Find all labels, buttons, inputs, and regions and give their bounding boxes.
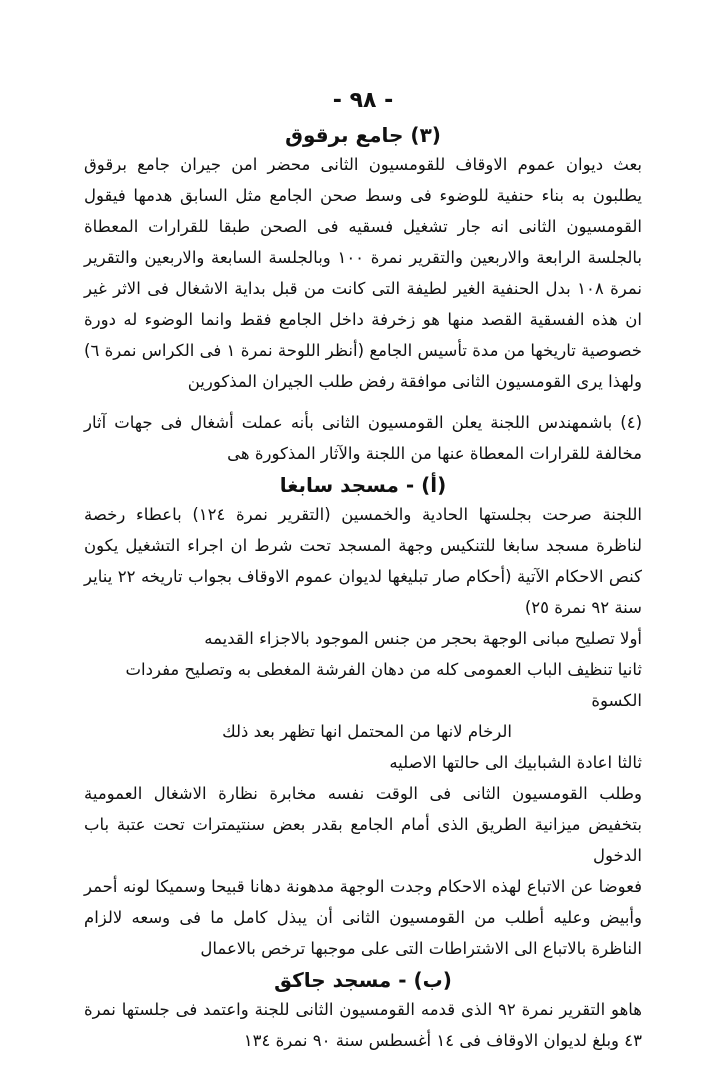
paragraph-engineer-report: (٤) باشمهندس اللجنة يعلن القومسيون الثانى بأنه عملت أشغال فى جهات آثار مخالفة للقرارات المعطاة عنها من اللجنة والآثار المذكورة هى bbox=[84, 413, 642, 463]
subheading-jakaq: (ب) - مسجد جاكق bbox=[274, 968, 452, 992]
subheading-sabigha: (أ) - مسجد سابغا bbox=[279, 473, 447, 497]
section-title: (٣) جامع برقوق bbox=[285, 123, 441, 147]
paragraph-sabigha-permit: اللجنة صرحت بجلستها الحادية والخمسين (التقرير نمرة ١٢٤) باعطاء رخصة لناظرة مسجد سابغا للتنكيس وجهة المسجد تحت شرط ان اجراء التشغيل يكون كنص الاحكام الآتية (أحكام صار تبليغها لديوان عموم الاوقاف بجواب تاريخه ٢٢ يناير سنة ٩٢ نمرة ٢٥) bbox=[84, 505, 642, 617]
condition-item-2: ثانيا تنظيف الباب العمومى كله من دهان الفرشة المغطى به وتصليح مفردات الكسوة bbox=[125, 660, 642, 710]
paragraph-road-budget: وطلب القومسيون الثانى فى الوقت نفسه مخابرة نظارة الاشغال العمومية بتخفيض ميزانية الطريق الذى أمام الجامع بقدر بعض سنتيمترات تحت عتبة باب الدخول bbox=[84, 784, 642, 865]
paragraph-jakaq-report: هاهو التقرير نمرة ٩٢ الذى قدمه القومسيون الثانى للجنة واعتمد فى جلستها نمرة ٤٣ وبلغ لديوان الاوقاف فى ١٤ أغسطس سنة ٩٠ نمرة ١٣٤ bbox=[84, 1000, 642, 1050]
page-number: - ٩٨ - bbox=[332, 88, 394, 113]
paragraph-violation: فعوضا عن الاتباع لهذه الاحكام وجدت الوجهة مدهونة دهانا قبيحا وسميكا لونه أحمر وأبيض وعليه أطلب من القومسيون الثانى أن يبذل كامل ما فى وسعه لالزام الناظرة بالاتباع الى الاشتراطات التى على موجبها ترخص بالاعمال bbox=[84, 877, 642, 958]
condition-item-2-continued: الرخام لانها من المحتمل انها تظهر بعد ذلك bbox=[222, 722, 512, 741]
paragraph-barquq: بعث ديوان عموم الاوقاف للقومسيون الثانى محضر امن جيران جامع برقوق يطلبون به بناء حنفية للوضوء فى وسط صحن الجامع مثل السابق هدمها فيقول القومسيون الثانى انه جار تشغيل فسقيه فى الصحن طبقا للقرارات المعطاة بالجلسة الرابعة والاربعين والتقرير نمرة ١٠٠ وبالجلسة السابعة والاربعين والتقرير نمرة ١٠٨ بدل الحنفية الغير لطيفة التى كانت من قبل بداية الاشغال فى الاثر غير ان هذه الفسقية القصد منها هو زخرفة داخل الجامع فقط وانما الوضوء له دورة خصوصية تاريخها من مدة تأسيس الجامع (أنظر اللوحة نمرة ١ فى الكراس نمرة ٦) ولهذا يرى القومسيون الثانى موافقة رفض طلب الجيران المذكورين bbox=[84, 155, 643, 391]
condition-item-1: أولا تصليح مبانى الوجهة بحجر من جنس الموجود بالاجزاء القديمه bbox=[204, 629, 642, 648]
condition-item-3: ثالثا اعادة الشبابيك الى حالتها الاصليه bbox=[389, 753, 642, 772]
